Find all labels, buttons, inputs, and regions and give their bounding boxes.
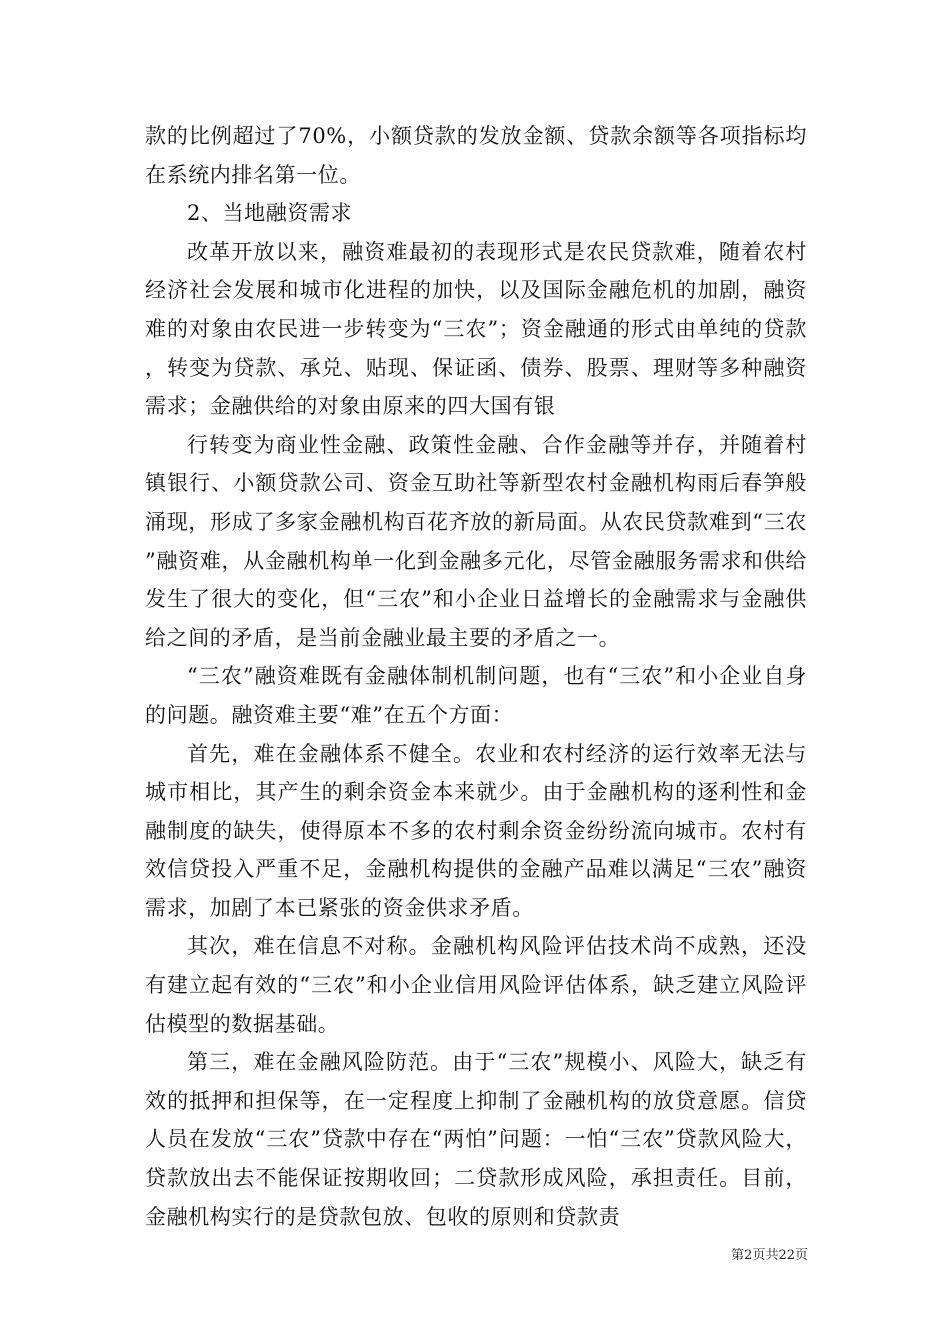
paragraph-6: 首先，难在金融体系不健全。农业和农村经济的运行效率无法与城市相比，其产生的剩余资金本来就少。由于金融机构的逐利性和金融制度的缺失，使得原本不多的农村剩余资金纷纷流向城市。农村有效信贷投入严重不足，金融机构提供的金融产品难以满足“三农”融资需求，加剧了本已紧张的资金供求矛盾。 bbox=[145, 741, 807, 920]
paragraph-4: 行转变为商业性金融、政策性金融、合作金融等并存，并随着村镇银行、小额贷款公司、资金互助社等新型农村金融机构雨后春笋般涌现，形成了多家金融机构百花齐放的新局面。从农民贷款难到“三农”融资难，从金融机构单一化到金融多元化，尽管金融服务需求和供给发生了很大的变化，但“三农”和小企业日益增长的金融需求与金融供给之间的矛盾，是当前金融业最主要的矛盾之一。 bbox=[145, 432, 807, 650]
paragraph-1: 款的比例超过了70%，小额贷款的发放金额、贷款余额等各项指标均在系统内排名第一位。 bbox=[145, 124, 807, 187]
paragraph-5: “三农”融资难既有金融体制机制问题，也有“三农”和小企业自身的问题。融资难主要“难”在五个方面： bbox=[145, 664, 807, 727]
page-number-footer: 第2页共22页 bbox=[731, 1248, 808, 1263]
paragraph-8: 第三，难在金融风险防范。由于“三农”规模小、风险大，缺乏有效的抵押和担保等，在一定程度上抑制了金融机构的放贷意愿。信贷人员在发放“三农”贷款中存在“两怕”问题：一怕“三农”贷款风险大，贷款放出去不能保证按期收回；二贷款形成风险，承担责任。目前，金融机构实行的是贷款包放、包收的原则和贷款责 bbox=[145, 1050, 807, 1229]
paragraph-7: 其次，难在信息不对称。金融机构风险评估技术尚不成熟，还没有建立起有效的“三农”和小企业信用风险评估体系，缺乏建立风险评估模型的数据基础。 bbox=[145, 934, 807, 1036]
paragraph-3: 改革开放以来，融资难最初的表现形式是农民贷款难，随着农村经济社会发展和城市化进程的加快，以及国际金融危机的加剧，融资难的对象由农民进一步转变为“三农”；资金融通的形式由单纯的贷款，转变为贷款、承兑、贴现、保证函、债券、股票、理财等多种融资需求；金融供给的对象由原来的四大国有银 bbox=[145, 239, 807, 419]
document-body bbox=[145, 117, 807, 1236]
section-heading: 2、当地融资需求 bbox=[187, 201, 353, 226]
